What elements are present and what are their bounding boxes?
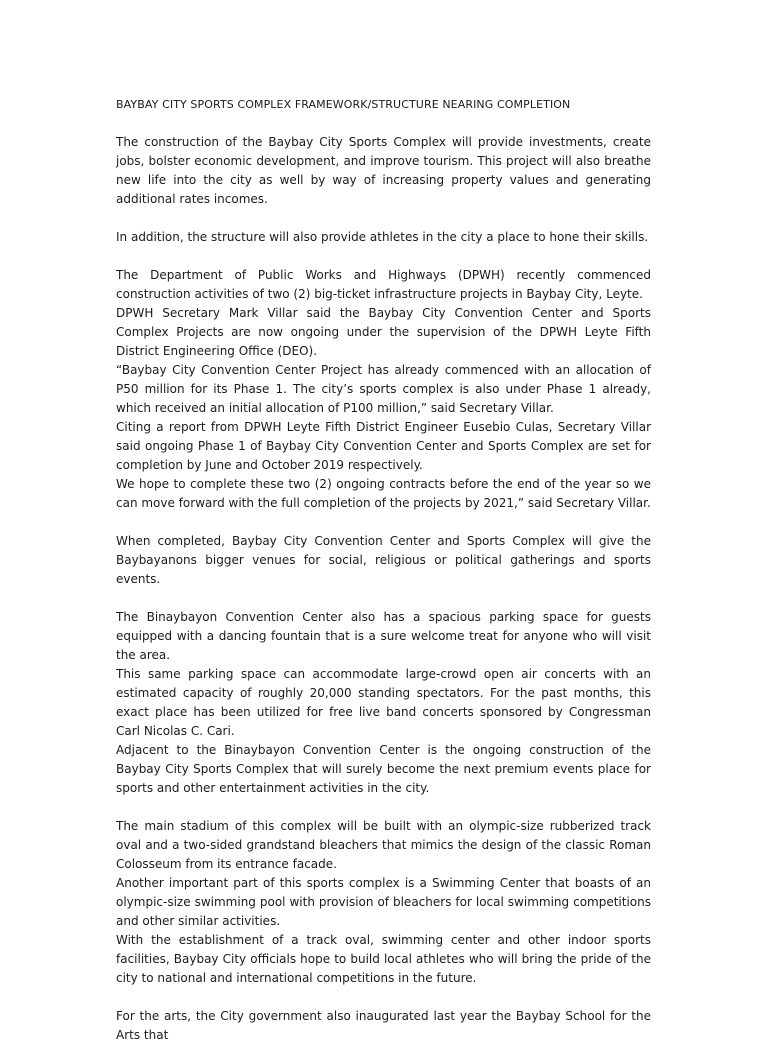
paragraph-block-4 [116, 532, 651, 589]
paragraph: The construction of the Baybay City Sports Complex will provide investments, create jobs, bolster economic development, and improve tourism. This project will also breathe new life into the city as well by way of increasing property values and generating additional rates incomes. [116, 135, 651, 206]
paragraph-block-2 [116, 228, 651, 247]
paragraph: When completed, Baybay City Convention Center and Sports Complex will give the Baybayanons bigger venues for social, religious or political gatherings and sports events. [116, 534, 651, 586]
paragraph: DPWH Secretary Mark Villar said the Baybay City Convention Center and Sports Complex Projects are now ongoing under the supervision of the DPWH Leyte Fifth District Engineering Office (DEO). [116, 306, 651, 358]
paragraph: This same parking space can accommodate large-crowd open air concerts with an estimated capacity of roughly 20,000 standing spectators. For the past months, this exact place has been utilized for free live band concerts sponsored by Congressman Carl Nicolas C. Cari. [116, 667, 651, 738]
paragraph: We hope to complete these two (2) ongoing contracts before the end of the year so we can move forward with the full completion of the projects by 2021,” said Secretary Villar. [116, 477, 651, 510]
paragraph: The main stadium of this complex will be built with an olympic-size rubberized track oval and a two-sided grandstand bleachers that mimics the design of the classic Roman Colosseum from its entrance facade. [116, 819, 651, 871]
paragraph-block-6 [116, 817, 651, 988]
document-body [116, 95, 651, 1045]
paragraph: In addition, the structure will also provide athletes in the city a place to hone their skills. [116, 230, 649, 244]
paragraph: With the establishment of a track oval, swimming center and other indoor sports facilities, Baybay City officials hope to build local athletes who will bring the pride of the city to national and international competitions in the future. [116, 933, 651, 985]
document-title: BAYBAY CITY SPORTS COMPLEX FRAMEWORK/STRUCTURE NEARING COMPLETION [116, 98, 571, 111]
paragraph: Adjacent to the Binaybayon Convention Center is the ongoing construction of the Baybay City Sports Complex that will surely become the next premium events place for sports and other entertainment activities in the city. [116, 743, 651, 795]
paragraph-block-1 [116, 133, 651, 209]
paragraph: Citing a report from DPWH Leyte Fifth District Engineer Eusebio Culas, Secretary Villar said ongoing Phase 1 of Baybay City Convention Center and Sports Complex are set for completion by June and October 2019 respectively. [116, 420, 651, 472]
paragraph: For the arts, the City government also inaugurated last year the Baybay School for the Arts that [116, 1009, 651, 1042]
paragraph-block-5 [116, 608, 651, 798]
paragraph: The Binaybayon Convention Center also has a spacious parking space for guests equipped with a dancing fountain that is a sure welcome treat for anyone who will visit the area. [116, 610, 651, 662]
paragraph-block-3 [116, 266, 651, 513]
paragraph-block-7 [116, 1007, 651, 1045]
paragraph: The Department of Public Works and Highways (DPWH) recently commenced construction activities of two (2) big-ticket infrastructure projects in Baybay City, Leyte. [116, 268, 651, 301]
paragraph: “Baybay City Convention Center Project has already commenced with an allocation of P50 million for its Phase 1. The city’s sports complex is also under Phase 1 already, which received an initial allocation of P100 million,” said Secretary Villar. [116, 363, 651, 415]
paragraph: Another important part of this sports complex is a Swimming Center that boasts of an olympic-size swimming pool with provision of bleachers for local swimming competitions and other similar activities. [116, 876, 651, 928]
